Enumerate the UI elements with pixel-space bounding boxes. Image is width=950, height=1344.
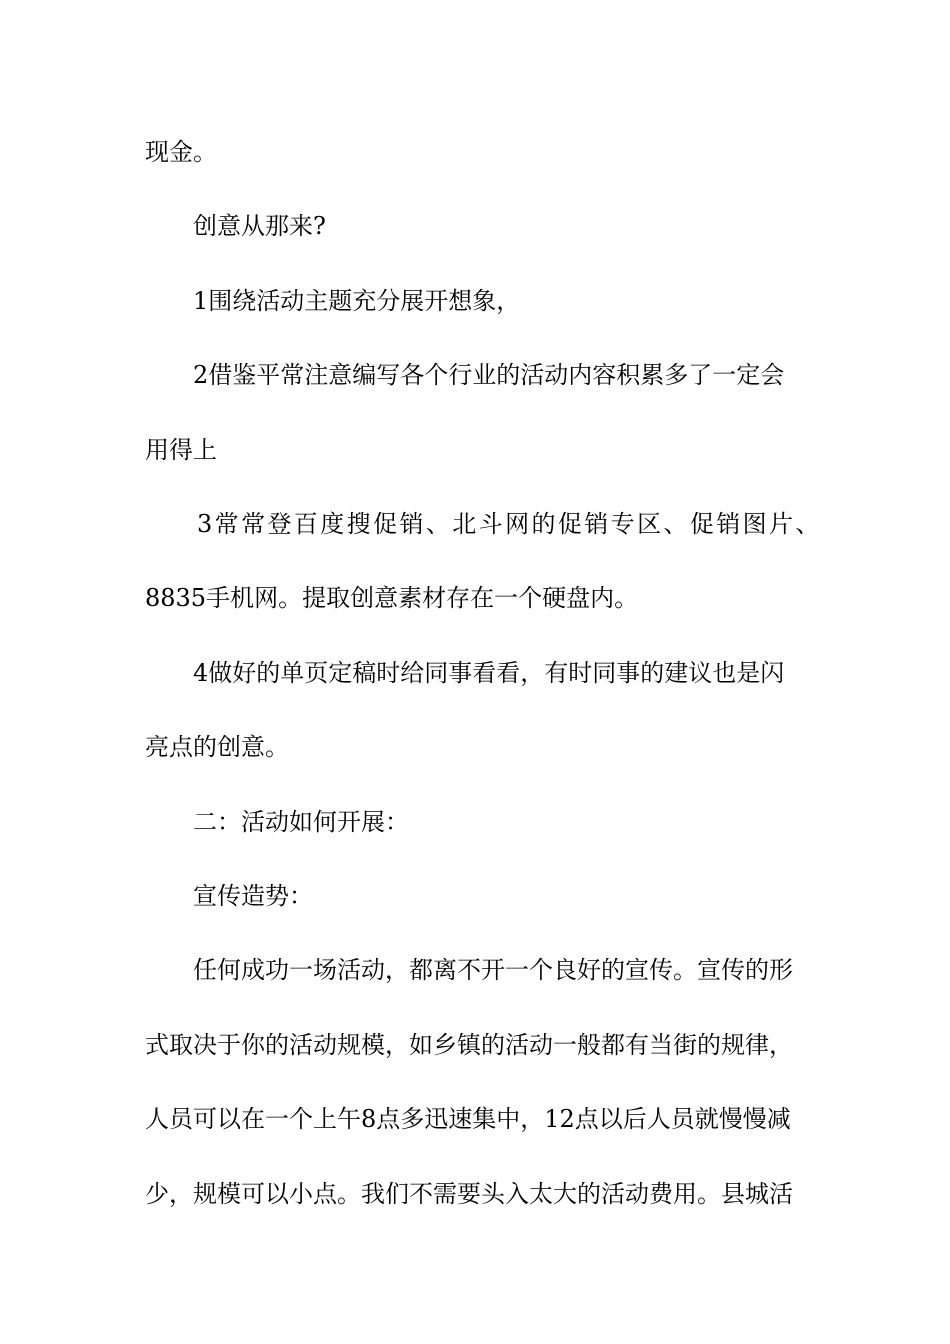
text-line-7: 8835手机网。提取创意素材存在一个硬盘内。 (145, 584, 639, 612)
text-line-4: 2借鉴平常注意编写各个行业的活动内容积累多了一定会 (193, 361, 785, 389)
text-line-2: 创意从那来? (193, 212, 326, 240)
text-line-13: 式取决于你的活动规模，如乡镇的活动一般都有当街的规律， (145, 1031, 793, 1059)
text-line-6: 3常常登百度搜促销、北斗网的促销专区、促销图片、 (197, 510, 822, 538)
text-line-8: 4做好的单页定稿时给同事看看，有时同事的建议也是闪 (193, 659, 785, 687)
text-line-14: 人员可以在一个上午8点多迅速集中，12点以后人员就慢慢减 (145, 1105, 791, 1133)
text-line-9: 亮点的创意。 (145, 733, 289, 761)
text-line-15: 少，规模可以小点。我们不需要头入太大的活动费用。县城活 (145, 1180, 793, 1208)
text-line-1: 现金。 (145, 138, 217, 166)
text-line-10: 二：活动如何开展： (193, 808, 409, 836)
text-line-5: 用得上 (145, 436, 217, 464)
text-line-11: 宣传造势： (193, 882, 313, 910)
text-line-3: 1围绕活动主题充分展开想象， (193, 287, 521, 315)
text-line-12: 任何成功一场活动，都离不开一个良好的宣传。宣传的形 (193, 956, 793, 984)
